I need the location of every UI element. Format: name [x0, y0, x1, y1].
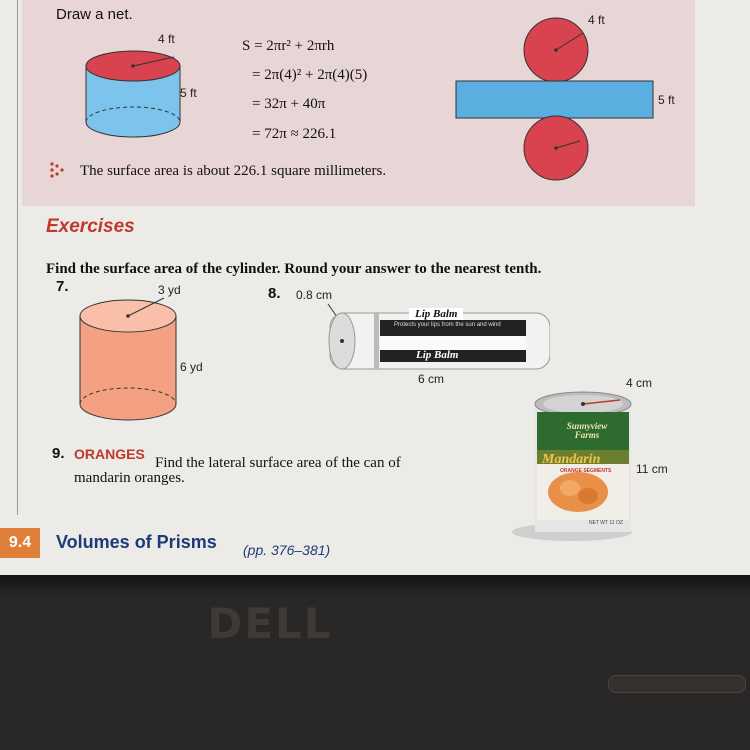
example-heading: Draw a net. — [56, 6, 133, 23]
formula-line-3: = 32π + 40π — [252, 96, 326, 112]
laptop-logo: DELL — [207, 599, 333, 648]
section-pages: (pp. 376–381) — [243, 542, 331, 558]
exercise-8-number: 8. — [268, 285, 281, 302]
lip-balm-brand-top: Lip Balm — [409, 308, 463, 320]
exercise-9-number: 9. — [52, 445, 65, 462]
example-radius-label: 4 ft — [158, 32, 175, 46]
laptop-vent — [608, 675, 746, 693]
net-height-label: 5 ft — [658, 93, 675, 107]
can-height-label: 11 cm — [636, 462, 668, 476]
exercise-9-keyword: ORANGES — [74, 446, 145, 462]
arrow-bullet-icon — [48, 161, 66, 179]
cylinder-net — [450, 10, 660, 185]
exercise-7-cylinder — [74, 292, 184, 434]
can-product: Mandarin — [542, 452, 601, 467]
example-conclusion: The surface area is about 226.1 square millimeters. — [80, 163, 387, 179]
can-product-sub: ORANGE SEGMENTS — [560, 468, 612, 474]
formula-line-4: = 72π ≈ 226.1 — [252, 126, 337, 142]
exercises-heading: Exercises — [46, 216, 135, 237]
exercise-7-height-label: 6 yd — [180, 360, 203, 374]
exercise-8-length-label: 6 cm — [418, 372, 445, 386]
exercises-instruction: Find the surface area of the cylinder. Round your answer to the nearest tenth. — [46, 261, 542, 277]
net-radius-label: 4 ft — [588, 13, 605, 27]
formula-line-1: S = 2πr² + 2πrh — [242, 38, 335, 54]
section-title: Volumes of Prisms — [56, 532, 217, 552]
exercise-9-text-line1: Find the lateral surface area of the can of — [155, 455, 401, 471]
lip-balm-tagline: Protects your lips from the sun and wind — [394, 322, 501, 328]
formula-line-2: = 2π(4)² + 2π(4)(5) — [252, 67, 368, 83]
lip-balm-brand-bottom: Lip Balm — [416, 349, 459, 361]
screen-edge-shadow — [0, 575, 750, 597]
can-brand: Sunnyview Farms — [566, 421, 608, 440]
example-height-label: 5 ft — [180, 86, 197, 100]
exercise-7-radius-label: 3 yd — [158, 283, 181, 297]
example-cylinder — [78, 38, 188, 143]
exercise-8-diameter-label: 0.8 cm — [296, 288, 333, 302]
exercise-9-text-line2: mandarin oranges. — [74, 470, 185, 486]
margin-line — [17, 0, 18, 515]
can-radius-label: 4 cm — [626, 376, 653, 390]
exercise-7-number: 7. — [56, 278, 69, 295]
section-number: 9.4 — [0, 528, 40, 558]
can-weight: NET WT 11 OZ — [589, 520, 623, 526]
